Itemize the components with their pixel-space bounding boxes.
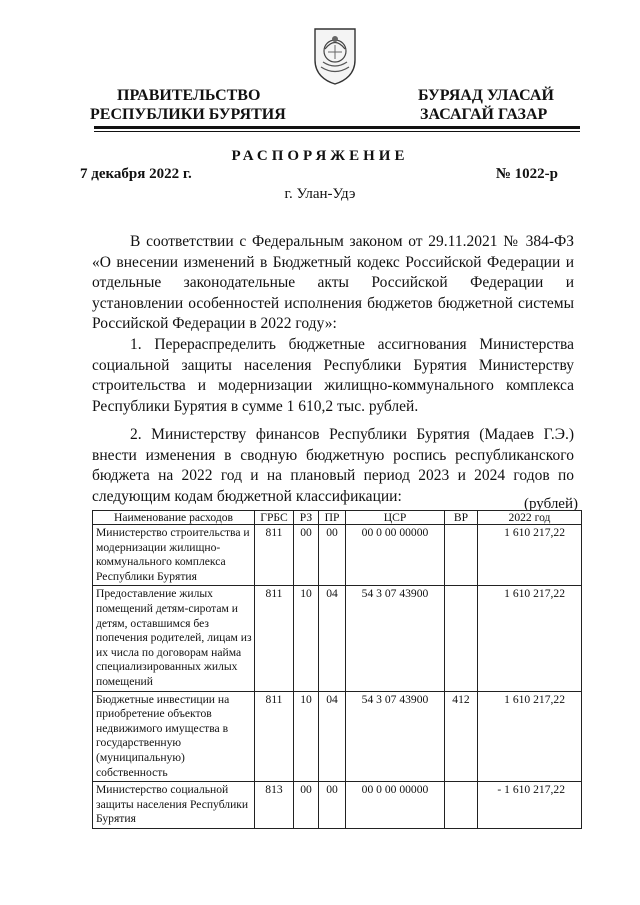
row-csr: 54 3 07 43900 xyxy=(346,586,445,691)
paragraph-2-text: 2. Министерству финансов Республики Бурятия (Мадаев Г.Э.) внести изменения в сводную бюджетную роспись республиканского бюджета на 2022 год и на плановый период 2023 и 2024 годов по следующим кодам бюджетной классификации: xyxy=(92,426,574,505)
row-vr xyxy=(445,586,478,691)
row-pr: 00 xyxy=(319,525,346,586)
budget-table xyxy=(92,510,582,829)
col-header-vr: ВР xyxy=(445,511,478,525)
row-rz: 00 xyxy=(294,782,319,829)
row-name: Министерство строительства и модернизации жилищно-коммунального комплекса Республики Бурятия xyxy=(93,525,255,586)
intro-text: В соответствии с Федеральным законом от 29.11.2021 № 384-ФЗ «О внесении изменений в Бюджетный кодекс Российской Федерации и отдельные законодательные акты Российской Федерации и установлении особенностей исполнения бюджетов бюджетной системы Российской Федерации в 2022 году»: xyxy=(92,233,574,333)
row-name: Министерство социальной защиты населения Республики Бурятия xyxy=(93,782,255,829)
row-vr xyxy=(445,782,478,829)
row-pr: 04 xyxy=(319,586,346,691)
header-right-line2: ЗАСАГАЙ ГАЗАР xyxy=(420,106,548,123)
row-csr: 54 3 07 43900 xyxy=(346,691,445,782)
header-left-line1: ПРАВИТЕЛЬСТВО xyxy=(117,87,261,104)
table-row xyxy=(93,586,582,691)
row-amount: 1 610 217,22 xyxy=(478,525,582,586)
row-vr xyxy=(445,525,478,586)
document-city: г. Улан-Удэ xyxy=(284,186,356,202)
header-divider-thick xyxy=(94,126,580,129)
row-grbs: 811 xyxy=(255,525,294,586)
row-name: Бюджетные инвестиции на приобретение объектов недвижимого имущества в государственную (муниципальную) собственность xyxy=(93,691,255,782)
row-pr: 00 xyxy=(319,782,346,829)
intro-paragraph xyxy=(92,232,574,335)
header-right-line1: БУРЯАД УЛАСАЙ xyxy=(418,87,554,104)
table-row xyxy=(93,691,582,782)
row-rz: 10 xyxy=(294,586,319,691)
row-rz: 10 xyxy=(294,691,319,782)
row-amount: 1 610 217,22 xyxy=(478,586,582,691)
col-header-grbs: ГРБС xyxy=(255,511,294,525)
units-label: (рублей) xyxy=(523,496,578,512)
paragraph-2 xyxy=(92,425,574,507)
row-amount: - 1 610 217,22 xyxy=(478,782,582,829)
header-divider-thin xyxy=(94,131,580,132)
row-grbs: 813 xyxy=(255,782,294,829)
row-pr: 04 xyxy=(319,691,346,782)
coat-of-arms-emblem xyxy=(311,26,359,86)
header-left-line2: РЕСПУБЛИКИ БУРЯТИЯ xyxy=(90,106,286,123)
table-row xyxy=(93,525,582,586)
row-grbs: 811 xyxy=(255,691,294,782)
col-header-year: 2022 год xyxy=(478,511,582,525)
col-header-csr: ЦСР xyxy=(346,511,445,525)
col-header-pr: ПР xyxy=(319,511,346,525)
paragraph-1-text: 1. Перераспределить бюджетные ассигнования Министерства социальной защиты населения Республики Бурятия Министерству строительства и модернизации жилищно-коммунального комплекса Республики Бурятия в сумме 1 610,2 тыс. рублей. xyxy=(92,336,574,415)
row-vr: 412 xyxy=(445,691,478,782)
row-csr: 00 0 00 00000 xyxy=(346,782,445,829)
table-row xyxy=(93,782,582,829)
col-header-name: Наименование расходов xyxy=(93,511,255,525)
document-title: РАСПОРЯЖЕНИЕ xyxy=(231,148,409,164)
row-rz: 00 xyxy=(294,525,319,586)
table-header-row xyxy=(93,511,582,525)
document-number: № 1022-р xyxy=(495,166,558,182)
document-date: 7 декабря 2022 г. xyxy=(80,166,192,182)
row-csr: 00 0 00 00000 xyxy=(346,525,445,586)
row-amount: 1 610 217,22 xyxy=(478,691,582,782)
col-header-rz: РЗ xyxy=(294,511,319,525)
paragraph-1 xyxy=(92,335,574,417)
row-grbs: 811 xyxy=(255,586,294,691)
row-name: Предоставление жилых помещений детям-сиротам и детям, оставшимся без попечения родителей, лицам из их числа по договорам найма специализированных жилых помещений xyxy=(93,586,255,691)
